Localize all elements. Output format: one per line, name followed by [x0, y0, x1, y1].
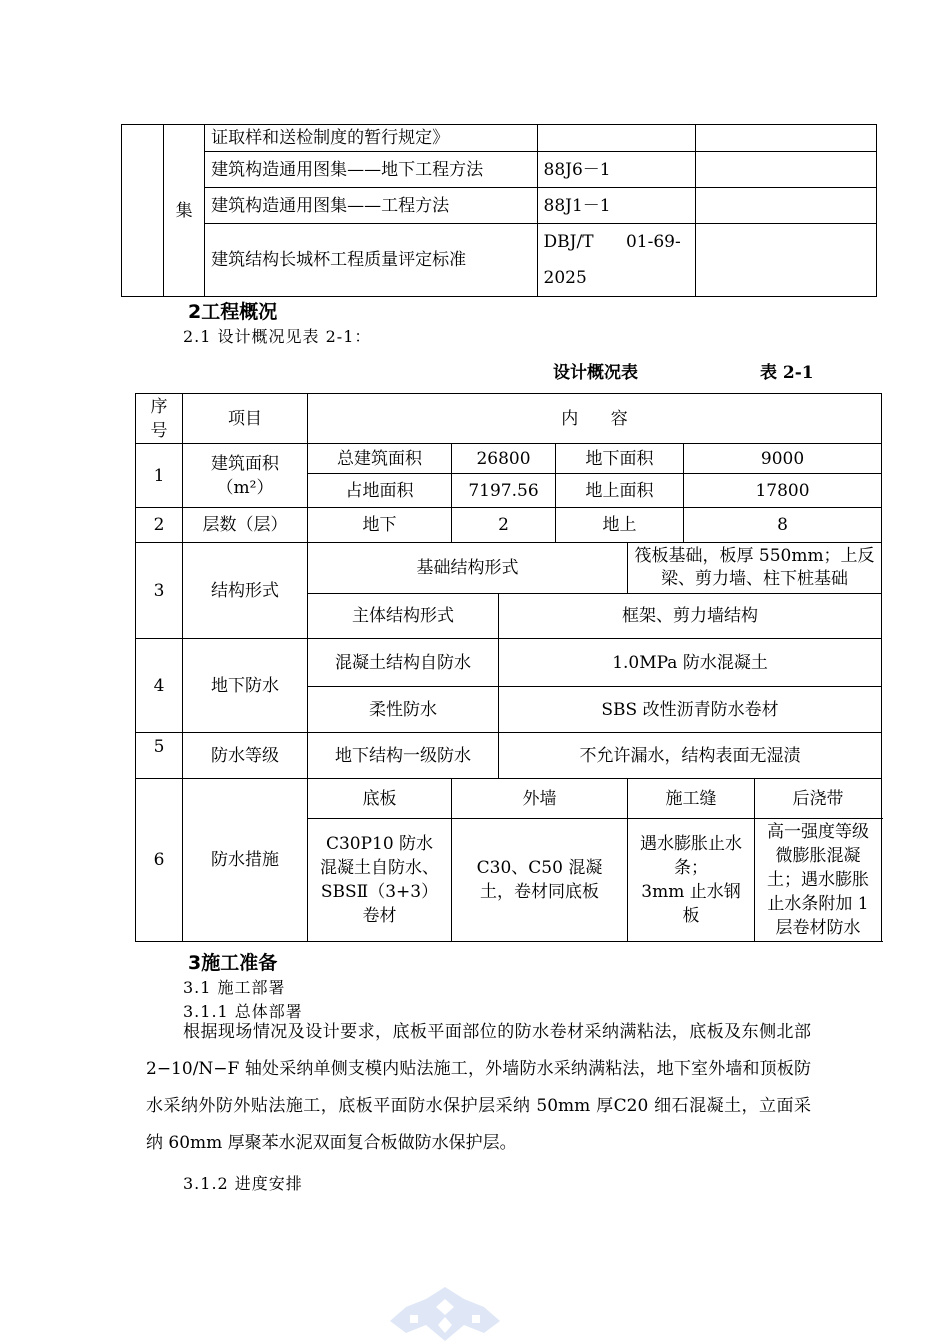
- cell-value: 1.0MPa 防水混凝土: [499, 639, 882, 687]
- ref-note: [695, 224, 876, 297]
- row-no: 4: [136, 639, 183, 733]
- cell-value: 9000: [684, 444, 882, 474]
- cell-value: 17800: [684, 474, 882, 508]
- row-item: 层数（层）: [183, 508, 308, 543]
- cell-label: 总建筑面积: [308, 444, 452, 474]
- measure-value: C30P10 防水混凝土自防水、SBSⅡ（3+3）卷材: [308, 819, 452, 942]
- section3-sub3: 3.1.2 进度安排: [183, 1174, 303, 1193]
- ref-category: 集: [164, 125, 205, 297]
- row-item: 防水等级: [183, 733, 308, 779]
- ref-note: [695, 125, 876, 152]
- measure-header: 底板: [308, 779, 452, 819]
- ref-code: 88J1－1: [537, 188, 695, 224]
- row-item: 结构形式: [183, 543, 308, 639]
- section3-sub1: 3.1 施工部署: [183, 978, 286, 997]
- cell-label: 主体结构形式: [308, 594, 499, 639]
- cell-value: 筏板基础，板厚 550mm；上反梁、剪力墙、柱下桩基础: [628, 543, 882, 594]
- measure-header: 外墙: [452, 779, 628, 819]
- ref-code-line1: DBJ/T 01-69-: [543, 232, 681, 252]
- section3-heading: 3施工准备: [188, 952, 278, 974]
- cell-label: 基础结构形式: [308, 543, 628, 594]
- item-line2: （m²）: [216, 477, 274, 498]
- ref-blank-col: [122, 125, 164, 297]
- measure-header: 后浇带: [755, 779, 882, 819]
- snowflake-watermark-icon: [386, 1285, 504, 1344]
- cell-value: 26800: [452, 444, 556, 474]
- section2-sub: 2.1 设计概况见表 2-1：: [183, 327, 372, 346]
- ref-code: 88J6－1: [537, 152, 695, 188]
- design-table-number: 表 2-1: [760, 363, 814, 383]
- design-table-title: 设计概况表: [553, 363, 638, 383]
- design-overview-table: [135, 393, 882, 942]
- ref-note: [695, 152, 876, 188]
- ref-name: 建筑构造通用图集——工程方法: [205, 188, 537, 224]
- cell-label: 柔性防水: [308, 687, 499, 733]
- header-item: 项目: [183, 394, 308, 444]
- measure-line1: 遇水膨胀止水条；: [640, 834, 742, 878]
- cell-value: 2: [452, 508, 556, 543]
- cell-label: 地上面积: [556, 474, 684, 508]
- section2-heading: 2工程概况: [188, 301, 278, 323]
- cell-label: 地上: [556, 508, 684, 543]
- cell-value: 不允许漏水，结构表面无湿渍: [499, 733, 882, 779]
- row-item: 防水措施: [183, 779, 308, 942]
- row-no: 2: [136, 508, 183, 543]
- row-no: 5: [136, 733, 183, 779]
- body-paragraph: 根据现场情况及设计要求，底板平面部位的防水卷材采纳满粘法，底板及东侧北部 2−10/N−F 轴处采纳单侧支模内贴法施工，外墙防水采纳满粘法，地下室外墙和顶板防水采纳外防外贴法施工，底板平面防水保护层采纳 50mm 厚C20 细石混凝土，立面采纳 60mm 厚聚苯水泥双面复合板做防水保护层。: [146, 1022, 811, 1153]
- reference-table: [121, 124, 877, 297]
- measure-value: C30、C50 混凝土，卷材同底板: [452, 819, 628, 942]
- row-item: [183, 444, 308, 508]
- cell-value: 8: [684, 508, 882, 543]
- measure-value: 高一强度等级微膨胀混凝土；遇水膨胀止水条附加 1 层卷材防水: [755, 819, 882, 942]
- cell-label: 占地面积: [308, 474, 452, 508]
- ref-code: [537, 125, 695, 152]
- ref-name: 建筑结构长城杯工程质量评定标准: [205, 224, 537, 297]
- ref-code-line2: 2025: [543, 268, 587, 288]
- cell-label: 混凝土结构自防水: [308, 639, 499, 687]
- measure-header: 施工缝: [628, 779, 755, 819]
- cell-value: SBS 改性沥青防水卷材: [499, 687, 882, 733]
- ref-name: 证取样和送检制度的暂行规定》: [205, 125, 537, 152]
- item-line1: 建筑面积: [211, 453, 279, 474]
- row-item: 地下防水: [183, 639, 308, 733]
- cell-value: 框架、剪力墙结构: [499, 594, 882, 639]
- cell-label: 地下结构一级防水: [308, 733, 499, 779]
- cell-label: 地下面积: [556, 444, 684, 474]
- ref-note: [695, 188, 876, 224]
- row-no: 3: [136, 543, 183, 639]
- row-no: 1: [136, 444, 183, 508]
- header-content: 内 容: [308, 394, 882, 444]
- ref-code: [537, 224, 695, 297]
- cell-value: 7197.56: [452, 474, 556, 508]
- section3-sub2: 3.1.1 总体部署: [183, 1002, 303, 1021]
- cell-label: 地下: [308, 508, 452, 543]
- measure-value: [628, 819, 755, 942]
- ref-name: 建筑构造通用图集——地下工程方法: [205, 152, 537, 188]
- measure-line2: 3mm 止水钢板: [641, 882, 741, 926]
- header-no: 序号: [136, 394, 183, 444]
- row-no: 6: [136, 779, 183, 942]
